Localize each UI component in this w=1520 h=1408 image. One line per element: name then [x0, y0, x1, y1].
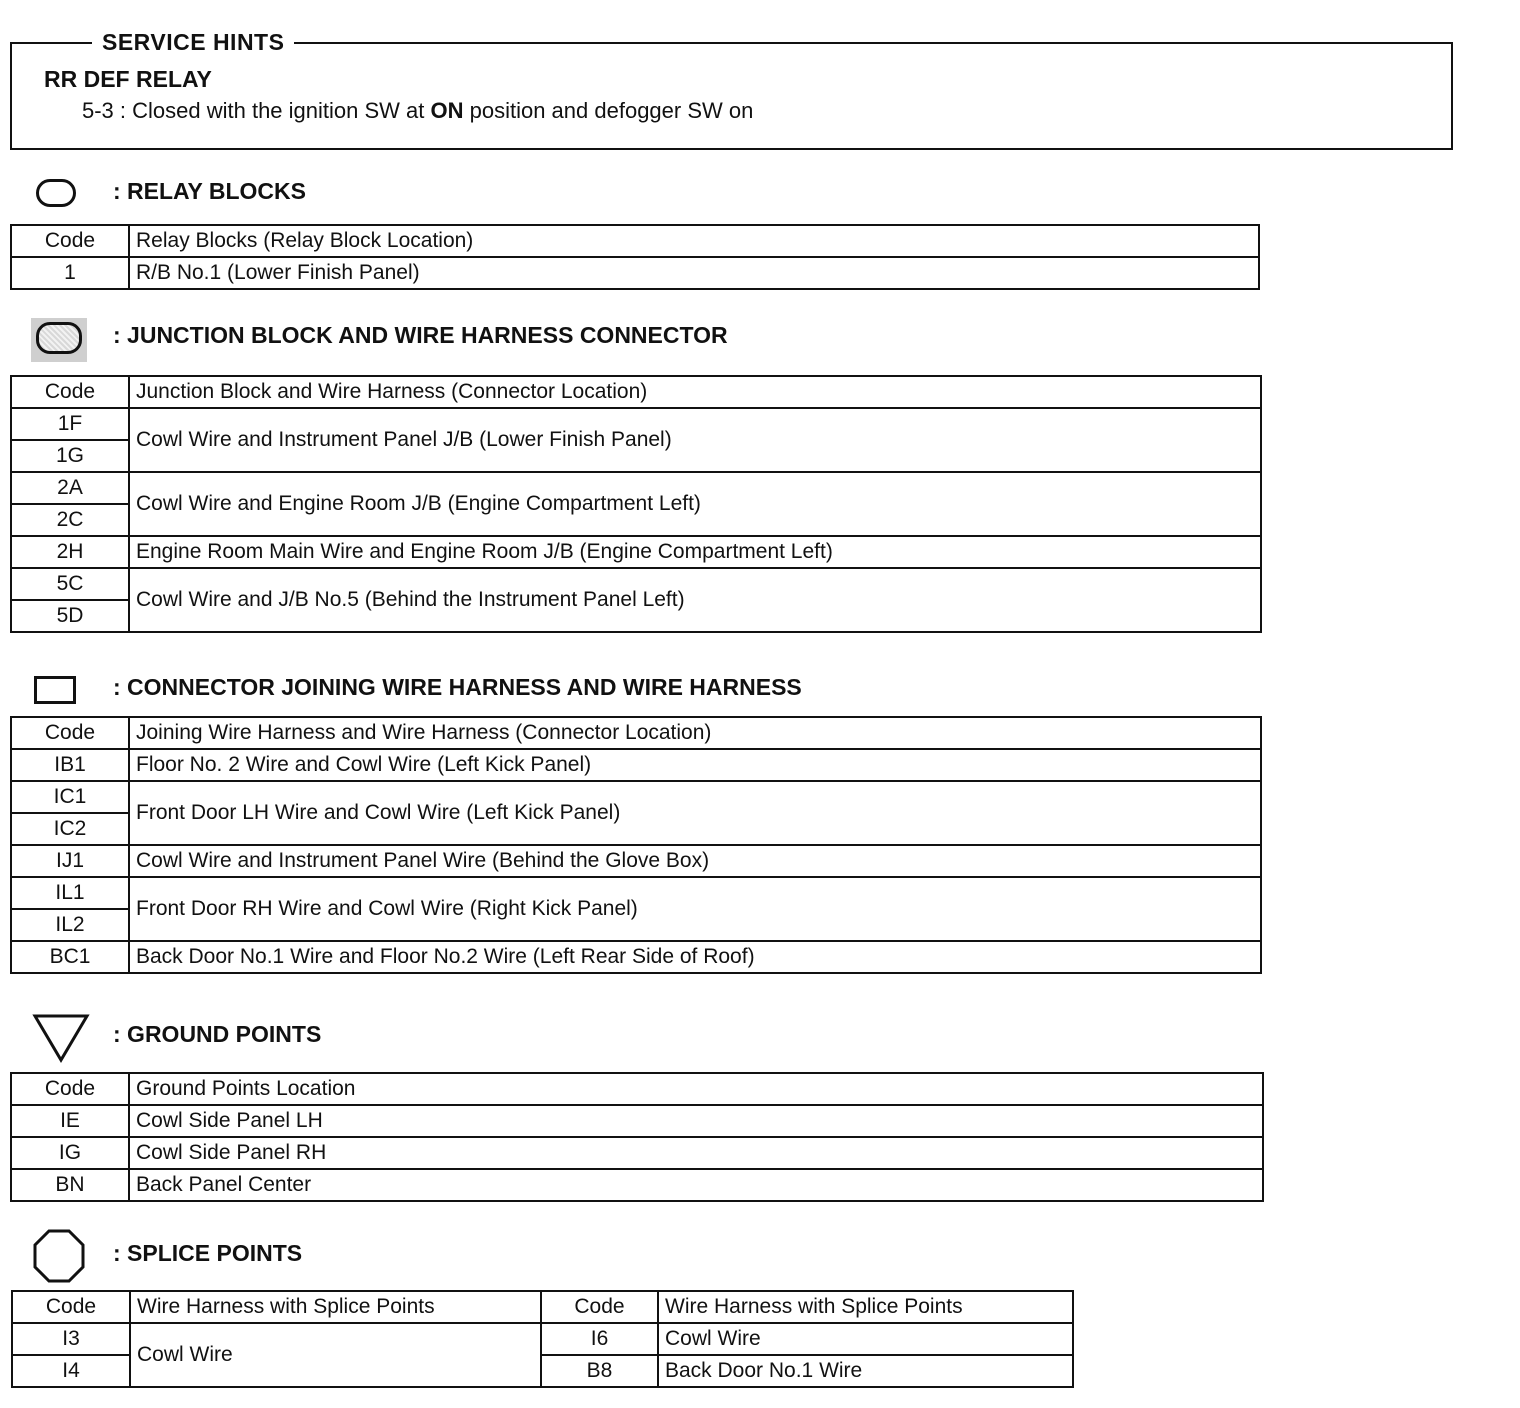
row-desc: Front Door RH Wire and Cowl Wire (Right Kick Panel) [129, 877, 1261, 941]
table-row [11, 472, 1261, 504]
row-desc: Back Panel Center [129, 1169, 1263, 1201]
relay-blocks-table [10, 224, 1260, 290]
service-hint-line [82, 98, 753, 124]
table-header-row [11, 717, 1261, 749]
row-desc: Floor No. 2 Wire and Cowl Wire (Left Kick Panel) [129, 749, 1261, 781]
table-header-row [11, 1073, 1263, 1105]
splice-octagon-icon [32, 1228, 86, 1284]
table-row [11, 1169, 1263, 1201]
junction-block-table [10, 375, 1262, 633]
header-code-2: Code [541, 1291, 658, 1323]
header-code: Code [11, 376, 129, 408]
table-header-row [11, 225, 1259, 257]
row-code: IC1 [11, 781, 129, 813]
table-row [11, 1105, 1263, 1137]
splice-points-table [11, 1290, 1074, 1388]
relay-block-symbol-icon [36, 179, 76, 207]
table-row [11, 536, 1261, 568]
table-row [11, 845, 1261, 877]
row-code: 1G [11, 440, 129, 472]
row-code: I3 [12, 1323, 130, 1355]
table-row [12, 1323, 1073, 1355]
row-code: 5D [11, 600, 129, 632]
table-row [11, 408, 1261, 440]
ground-points-heading: : GROUND POINTS [113, 1021, 322, 1047]
service-hints-legend: SERVICE HINTS [92, 29, 294, 56]
row-desc: Cowl Wire and Instrument Panel Wire (Behind the Glove Box) [129, 845, 1261, 877]
row-code: IG [11, 1137, 129, 1169]
header-desc: Wire Harness with Splice Points [130, 1291, 541, 1323]
table-row [11, 1137, 1263, 1169]
row-desc: Cowl Wire and Engine Room J/B (Engine Compartment Left) [129, 472, 1261, 536]
ground-triangle-icon [32, 1012, 90, 1064]
row-code: BC1 [11, 941, 129, 973]
row-desc: Cowl Wire and J/B No.5 (Behind the Instrument Panel Left) [129, 568, 1261, 632]
header-desc: Ground Points Location [129, 1073, 1263, 1105]
row-code: IL2 [11, 909, 129, 941]
table-row [11, 781, 1261, 813]
ground-points-table [10, 1072, 1264, 1202]
connector-heading: : CONNECTOR JOINING WIRE HARNESS AND WIRE HARNESS [113, 674, 802, 700]
table-row [11, 568, 1261, 600]
table-header-row [11, 376, 1261, 408]
row-desc: Cowl Side Panel LH [129, 1105, 1263, 1137]
table-row [11, 877, 1261, 909]
header-desc-2: Wire Harness with Splice Points [658, 1291, 1073, 1323]
junction-block-symbol-icon [36, 322, 82, 354]
table-row [11, 941, 1261, 973]
connector-table [10, 716, 1262, 974]
header-code: Code [12, 1291, 130, 1323]
header-desc: Junction Block and Wire Harness (Connector Location) [129, 376, 1261, 408]
row-code: 1F [11, 408, 129, 440]
table-row [11, 749, 1261, 781]
header-code: Code [11, 225, 129, 257]
row-code: IE [11, 1105, 129, 1137]
hint-text-prefix: 5-3 : Closed with the ignition SW at [82, 98, 431, 123]
header-desc: Relay Blocks (Relay Block Location) [129, 225, 1259, 257]
row-desc: Cowl Wire [130, 1323, 541, 1387]
row-desc: Engine Room Main Wire and Engine Room J/B (Engine Compartment Left) [129, 536, 1261, 568]
row-desc: Front Door LH Wire and Cowl Wire (Left Kick Panel) [129, 781, 1261, 845]
table-header-row [12, 1291, 1073, 1323]
junction-block-heading: : JUNCTION BLOCK AND WIRE HARNESS CONNECTOR [113, 322, 728, 348]
row-code: BN [11, 1169, 129, 1201]
row-code: IB1 [11, 749, 129, 781]
header-code: Code [11, 717, 129, 749]
service-hints-box [10, 42, 1453, 150]
hint-text-bold: ON [430, 98, 464, 123]
row-code: 1 [11, 257, 129, 289]
connector-symbol-icon [34, 676, 76, 704]
row-code: IL1 [11, 877, 129, 909]
row-desc: Cowl Wire and Instrument Panel J/B (Lower Finish Panel) [129, 408, 1261, 472]
row-code-2: B8 [541, 1355, 658, 1387]
relay-title: RR DEF RELAY [44, 66, 212, 92]
header-code: Code [11, 1073, 129, 1105]
row-code-2: I6 [541, 1323, 658, 1355]
row-desc: Cowl Side Panel RH [129, 1137, 1263, 1169]
row-code: 2A [11, 472, 129, 504]
row-desc: R/B No.1 (Lower Finish Panel) [129, 257, 1259, 289]
row-desc-2: Cowl Wire [658, 1323, 1073, 1355]
table-row [11, 257, 1259, 289]
splice-points-heading: : SPLICE POINTS [113, 1240, 303, 1266]
row-code: 2H [11, 536, 129, 568]
row-desc: Back Door No.1 Wire and Floor No.2 Wire (Left Rear Side of Roof) [129, 941, 1261, 973]
row-code: IC2 [11, 813, 129, 845]
header-desc: Joining Wire Harness and Wire Harness (Connector Location) [129, 717, 1261, 749]
hint-text-suffix: position and defogger SW on [463, 98, 754, 123]
row-desc-2: Back Door No.1 Wire [658, 1355, 1073, 1387]
row-code: 2C [11, 504, 129, 536]
row-code: 5C [11, 568, 129, 600]
row-code: IJ1 [11, 845, 129, 877]
row-code: I4 [12, 1355, 130, 1387]
relay-blocks-heading: : RELAY BLOCKS [113, 178, 306, 204]
